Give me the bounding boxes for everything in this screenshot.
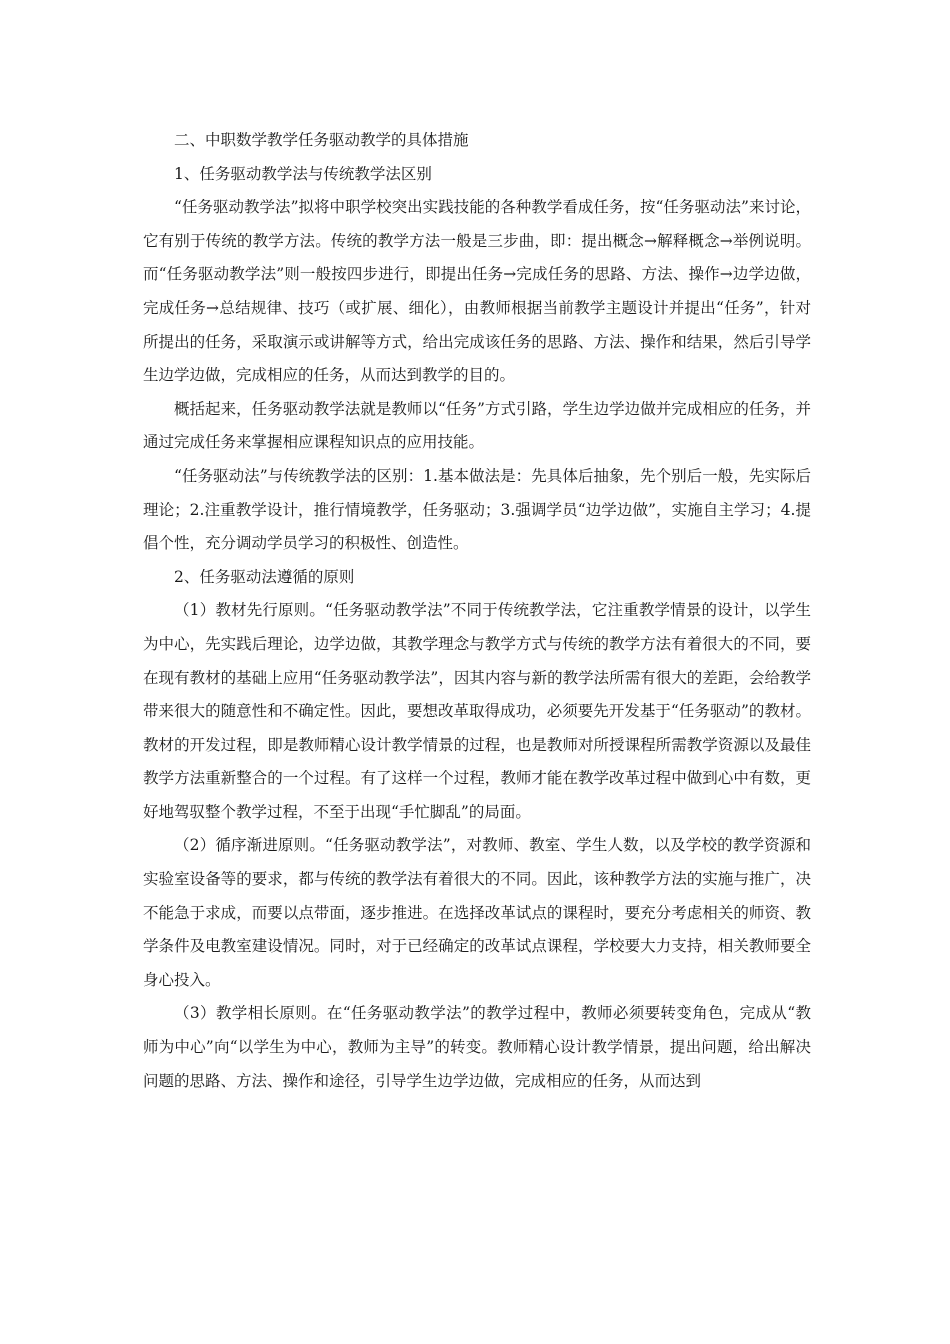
document-body [143, 124, 811, 1098]
paragraph: （1）教材先行原则。“任务驱动教学法”不同于传统教学法，它注重教学情景的设计，以学生为中心，先实践后理论，边学边做，其教学理念与教学方式与传统的教学方法有着很大的不同，要在现有教材的基础上应用“任务驱动教学法”，因其内容与新的教学法所需有很大的差距，会给教学带来很大的随意性和不确定性。因此，要想改革取得成功，必须要先开发基于“任务驱动”的教材。教材的开发过程，即是教师精心设计教学情景的过程，也是教师对所授课程所需教学资源以及最佳教学方法重新整合的一个过程。有了这样一个过程，教师才能在教学改革过程中做到心中有数，更好地驾驭整个教学过程，不至于出现“手忙脚乱”的局面。 [143, 601, 811, 821]
subsection-heading-2: 2、任务驱动法遵循的原则 [174, 567, 355, 586]
section-heading: 二、中职数学教学任务驱动教学的具体措施 [174, 131, 469, 149]
subsection-heading-1: 1、任务驱动教学法与传统教学法区别 [174, 164, 432, 183]
paragraph: 概括起来，任务驱动教学法就是教师以“任务”方式引路，学生边学边做并完成相应的任务，并通过完成任务来掌握相应课程知识点的应用技能。 [143, 399, 811, 452]
paragraph: （3）教学相长原则。在“任务驱动教学法”的教学过程中，教师必须要转变角色，完成从“教师为中心”向“以学生为中心，教师为主导”的转变。教师精心设计教学情景，提出问题，给出解决问题的思路、方法、操作和途径，引导学生边学边做，完成相应的任务，从而达到 [143, 1004, 811, 1090]
paragraph: “任务驱动法”与传统教学法的区别：1.基本做法是：先具体后抽象，先个别后一般，先实际后理论；2.注重教学设计，推行情境教学，任务驱动；3.强调学员“边学边做”，实施自主学习；4.提倡个性，充分调动学员学习的积极性、创造性。 [143, 466, 811, 553]
paragraph: “任务驱动教学法”拟将中职学校突出实践技能的各种教学看成任务，按“任务驱动法”来讨论，它有别于传统的教学方法。传统的教学方法一般是三步曲，即：提出概念→解释概念→举例说明。而“任务驱动教学法”则一般按四步进行，即提出任务→完成任务的思路、方法、操作→边学边做，完成任务→总结规律、技巧（或扩展、细化），由教师根据当前教学主题设计并提出“任务”，针对所提出的任务，采取演示或讲解等方式，给出完成该任务的思路、方法、操作和结果，然后引导学生边学边做，完成相应的任务，从而达到教学的目的。 [143, 198, 811, 385]
paragraph: （2）循序渐进原则。“任务驱动教学法”，对教师、教室、学生人数，以及学校的教学资源和实验室设备等的要求，都与传统的教学法有着很大的不同。因此，该种教学方法的实施与推广，决不能急于求成，而要以点带面，逐步推进。在选择改革试点的课程时，要充分考虑相关的师资、教学条件及电教室建设情况。同时，对于已经确定的改革试点课程，学校要大力支持，相关教师要全身心投入。 [143, 836, 811, 989]
